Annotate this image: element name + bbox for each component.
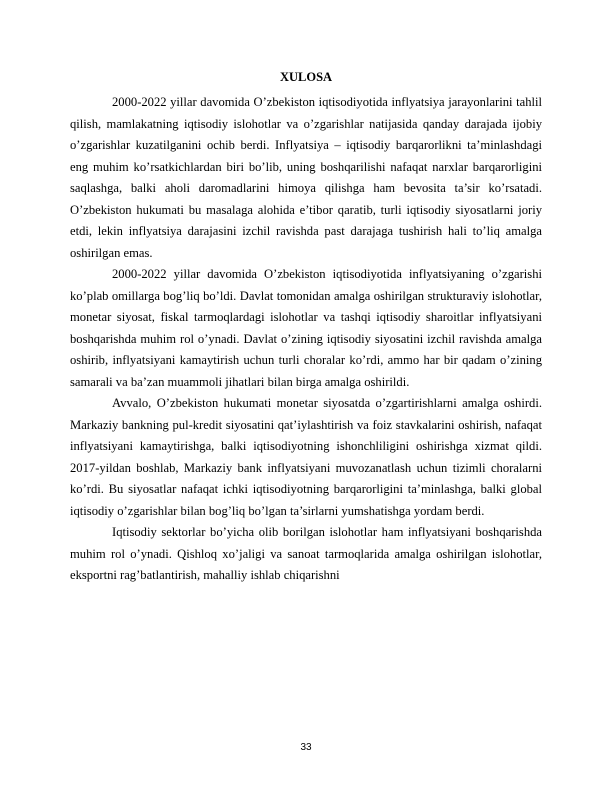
paragraph-2: 2000-2022 yillar davomida O’zbekiston iqtisodiyotida inflyatsiyaning o’zgarishi ko’plab omillarga bog’liq bo’ldi. Davlat tomonidan amalga oshirilgan strukturaviy islohotlar, monetar siyosat, fiskal tarmoqlardagi islohotlar va tashqi iqtisodiy sharoitlar inflyatsiyani boshqarishda muhim rol o’ynadi. Davlat o’zining iqtisodiy siyosatini izchil ravishda amalga oshirib, inflyatsiyani kamaytirish uchun turli choralar ko’rdi, ammo har bir qadam o’zining samarali va ba’zan muammoli jihatlari bilan birga amalga oshirildi. bbox=[70, 267, 542, 389]
paragraph-4: Iqtisodiy sektorlar bo’yicha olib borilgan islohotlar ham inflyatsiyani boshqarishda muhim rol o’ynadi. Qishloq xo’jaligi va sanoat tarmoqlarida amalga oshirilgan islohotlar, eksportni rag’batlantirish, mahalliy ishlab chiqarishni bbox=[70, 525, 542, 582]
paragraph-3: Avvalo, O’zbekiston hukumati monetar siyosatda o’zgartirishlarni amalga oshirdi. Markaziy bankning pul-kredit siyosatini qat’iylashtirish va foiz stavkalarini oshirish, nafaqat inflyatsiyani kamaytirishga, balki iqtisodiyotning ishonchliligini oshirishga xizmat qildi. 2017-yildan boshlab, Markaziy bank inflyatsiyani muvozanatlash uchun tizimli choralarni ko’rdi. Bu siyosatlar nafaqat ichki iqtisodiyotning barqarorligini ta’minlashga, balki global iqtisodiy o’zgarishlar bilan bog’liq bo’lgan ta’sirlarni yumshatishga yordam berdi. bbox=[70, 396, 542, 518]
page-number: 33 bbox=[300, 742, 312, 753]
paragraph-1: 2000-2022 yillar davomida O’zbekiston iqtisodiyotida inflyatsiya jarayonlarini tahlil qilish, mamlakatning iqtisodiy islohotlar va o’zgarishlar natijasida qanday darajada ijobiy o’zgarishlar kuzatilganini ochib berdi. Inflyatsiya – iqtisodiy barqarorlikni ta’minlashdagi eng muhim ko’rsatkichlardan biri bo’lib, uning boshqarilishi nafaqat narxlar barqarorligini saqlashga, balki aholi daromadlarini himoya qilishga ham bevosita ta’sir ko’rsatadi. O’zbekiston hukumati bu masalaga alohida e’tibor qaratib, turli iqtisodiy siyosatlarni joriy etdi, lekin inflyatsiya darajasini izchil ravishda past darajaga tushirish hali to’liq amalga oshirilgan emas. bbox=[70, 95, 542, 260]
section-title: XULOSA bbox=[279, 70, 333, 84]
body-text bbox=[70, 92, 542, 587]
